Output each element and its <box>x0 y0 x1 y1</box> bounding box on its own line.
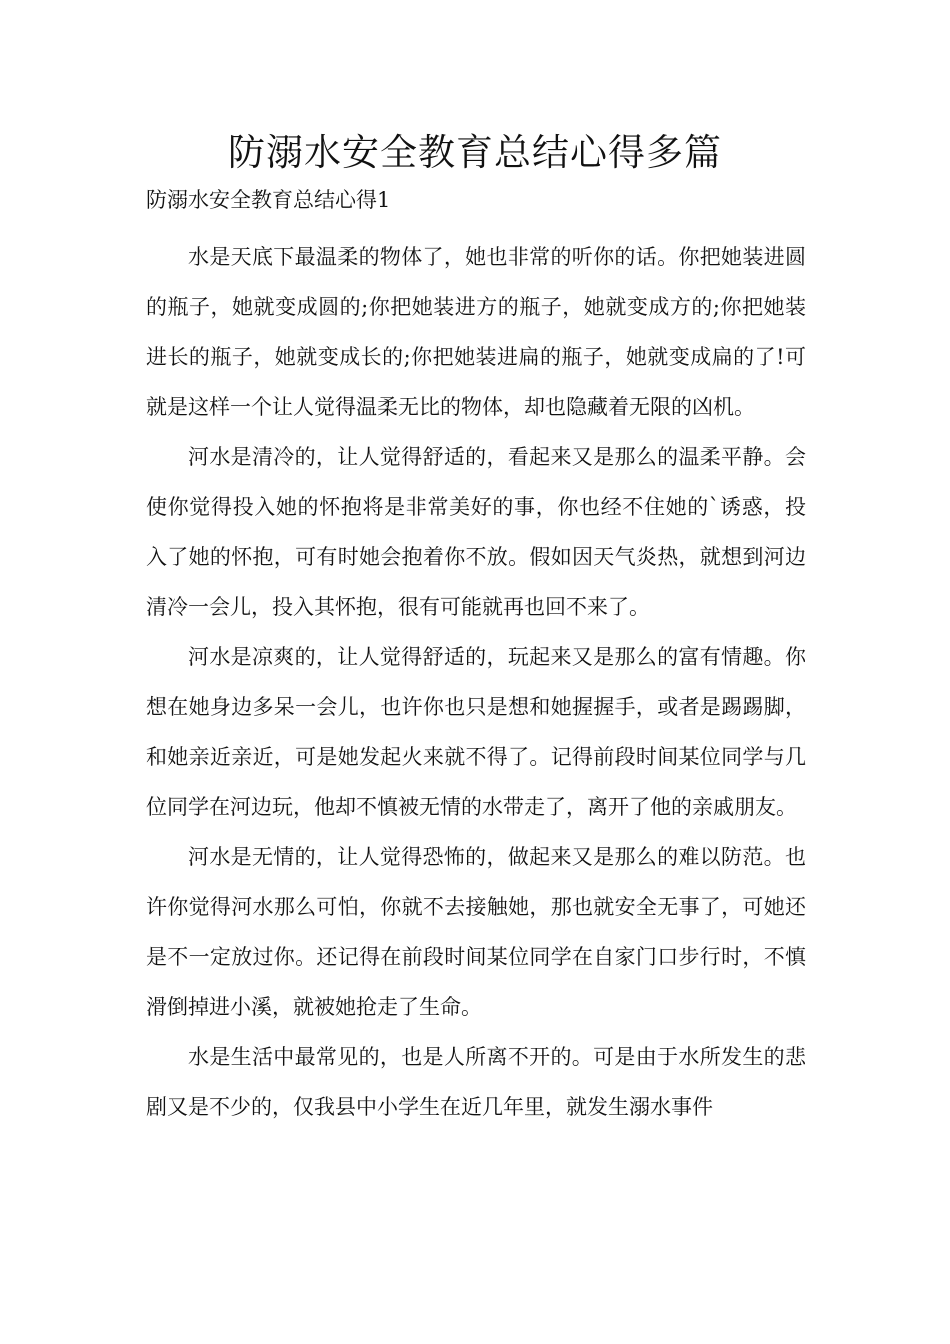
body-paragraph: 水是天底下最温柔的物体了，她也非常的听你的话。你把她装进圆的瓶子，她就变成圆的;你把她装进方的瓶子，她就变成方的;你把她装进长的瓶子，她就变成长的;你把她装进扁的瓶子，她就变成扁的了!可就是这样一个让人觉得温柔无比的物体，却也隐藏着无限的凶机。 <box>146 245 806 419</box>
document-body <box>146 232 806 1132</box>
body-paragraph: 河水是清冷的，让人觉得舒适的，看起来又是那么的温柔平静。会使你觉得投入她的怀抱将是非常美好的事，你也经不住她的`诱惑，投入了她的怀抱，可有时她会抱着你不放。假如因天气炎热，就想到河边清冷一会儿，投入其怀抱，很有可能就再也回不来了。 <box>146 445 806 619</box>
document-title: 防溺水安全教育总结心得多篇 <box>228 131 722 174</box>
section-heading: 防溺水安全教育总结心得1 <box>146 188 391 212</box>
body-paragraph: 河水是无情的，让人觉得恐怖的，做起来又是那么的难以防范。也许你觉得河水那么可怕，你就不去接触她，那也就安全无事了，可她还是不一定放过你。还记得在前段时间某位同学在自家门口步行时，不慎滑倒掉进小溪，就被她抢走了生命。 <box>146 845 806 1019</box>
body-paragraph: 水是生活中最常见的，也是人所离不开的。可是由于水所发生的悲剧又是不少的，仅我县中小学生在近几年里，就发生溺水事件 <box>146 1045 806 1119</box>
body-paragraph: 河水是凉爽的，让人觉得舒适的，玩起来又是那么的富有情趣。你想在她身边多呆一会儿，也许你也只是想和她握握手，或者是踢踢脚，和她亲近亲近，可是她发起火来就不得了。记得前段时间某位同学与几位同学在河边玩，他却不慎被无情的水带走了，离开了他的亲戚朋友。 <box>146 645 806 819</box>
